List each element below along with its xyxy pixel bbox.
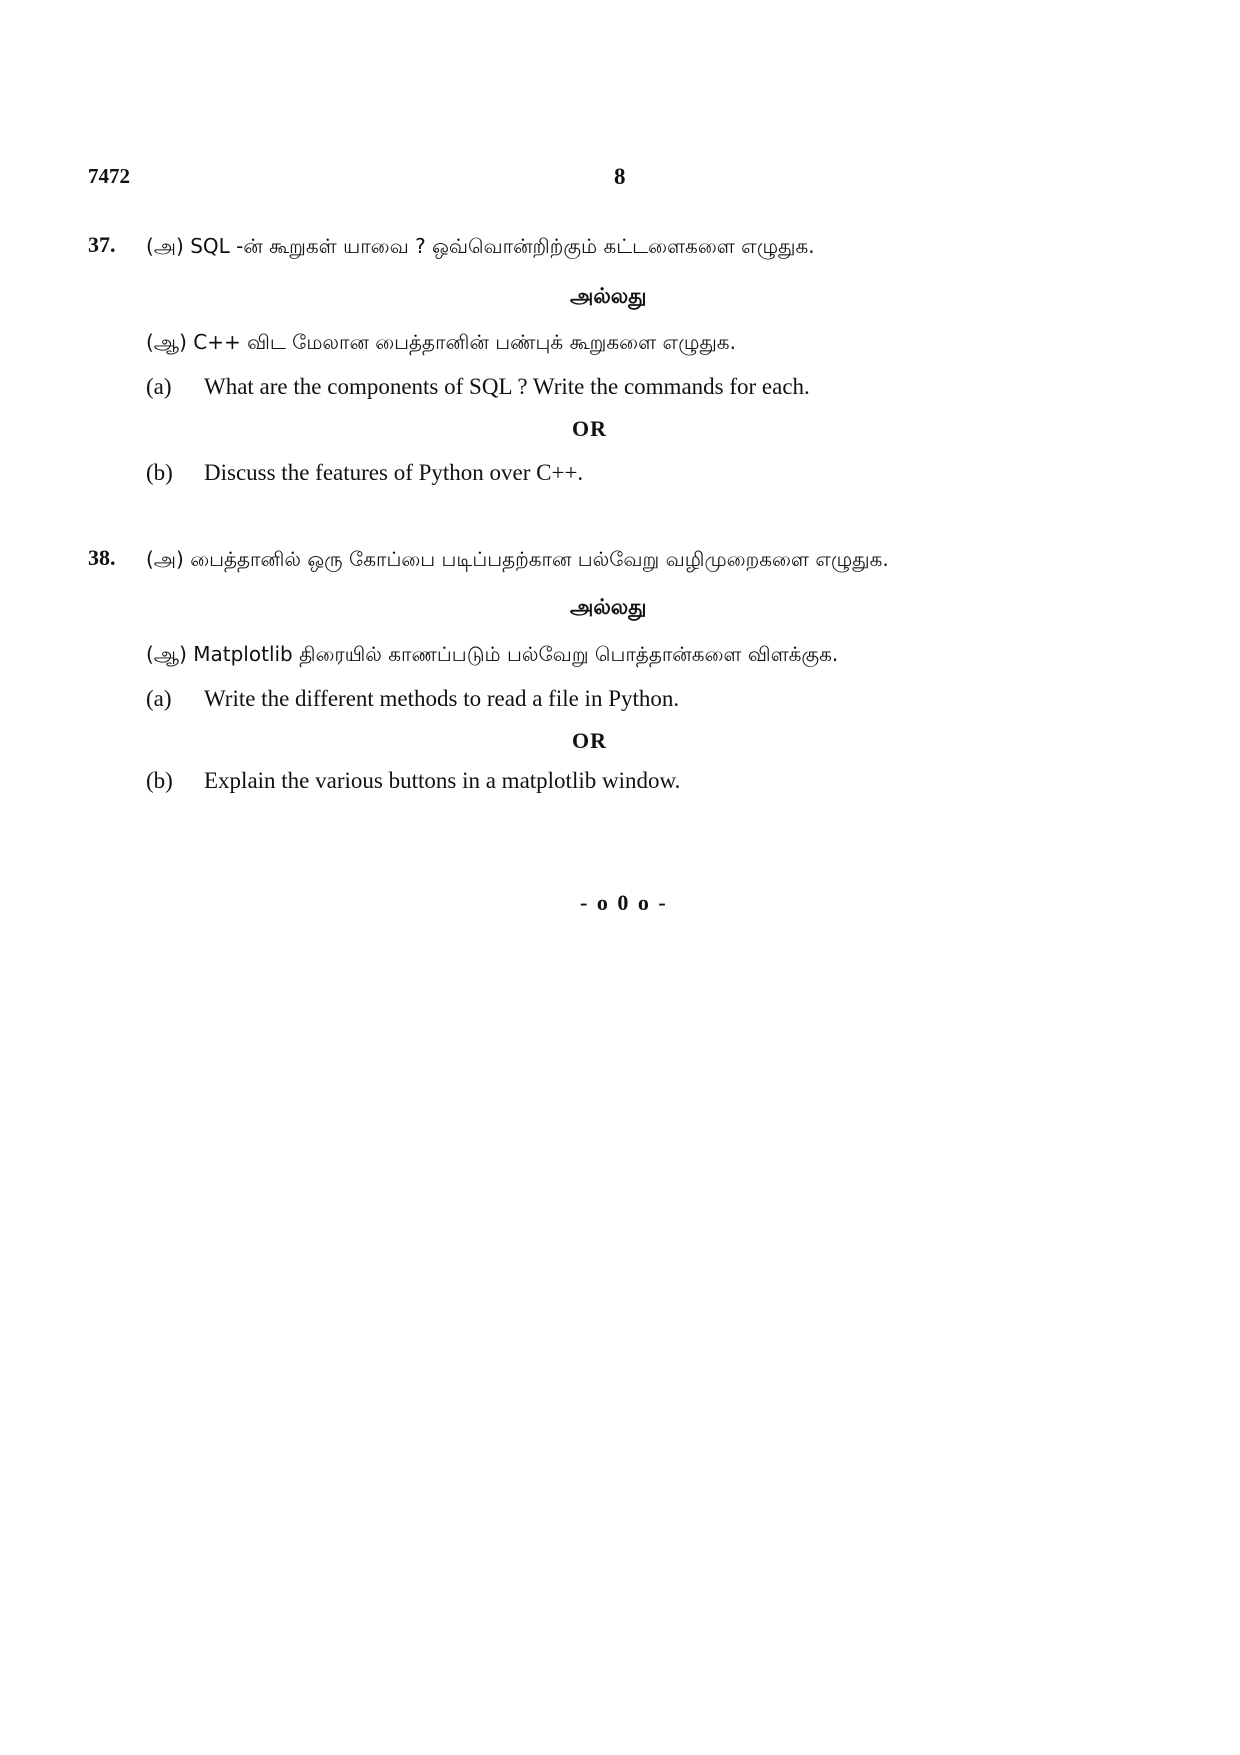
- separator-english: OR: [572, 728, 607, 753]
- option-label: (a): [146, 374, 172, 399]
- option-label: (a): [146, 686, 172, 711]
- question-english-b: [146, 460, 583, 486]
- option-label: (b): [146, 768, 173, 793]
- option-text: Write the different methods to read a file in Python.: [204, 686, 680, 711]
- page-number: 8: [614, 164, 626, 189]
- separator-tamil: அல்லது: [570, 284, 647, 308]
- question-number: 37.: [88, 232, 116, 257]
- separator-tamil: அல்லது: [570, 595, 647, 619]
- question-tamil-b: (ஆ) C++ விட மேலான பைத்தானின் பண்புக் கூறுகளை எழுதுக.: [146, 330, 736, 354]
- question-english-a: [146, 686, 679, 712]
- option-label: (b): [146, 460, 173, 485]
- option-text: Explain the various buttons in a matplotlib window.: [204, 768, 681, 793]
- question-english-b: [146, 768, 680, 794]
- option-text: Discuss the features of Python over C++.: [204, 460, 584, 485]
- question-number: 38.: [88, 545, 116, 570]
- separator-english: OR: [572, 416, 607, 441]
- end-mark: - o 0 o -: [580, 890, 668, 915]
- question-tamil-b: (ஆ) Matplotlib திரையில் காணப்படும் பல்வேறு பொத்தான்களை விளக்குக.: [146, 642, 839, 666]
- question-tamil-a: (அ) பைத்தானில் ஒரு கோப்பை படிப்பதற்கான பல்வேறு வழிமுறைகளை எழுதுக.: [146, 547, 889, 571]
- question-tamil-a: (அ) SQL -ன் கூறுகள் யாவை ? ஒவ்வொன்றிற்கும் கட்டளைகளை எழுதுக.: [146, 234, 815, 258]
- paper-code: 7472: [88, 164, 130, 188]
- question-english-a: [146, 374, 810, 400]
- option-text: What are the components of SQL ? Write the commands for each.: [204, 374, 810, 399]
